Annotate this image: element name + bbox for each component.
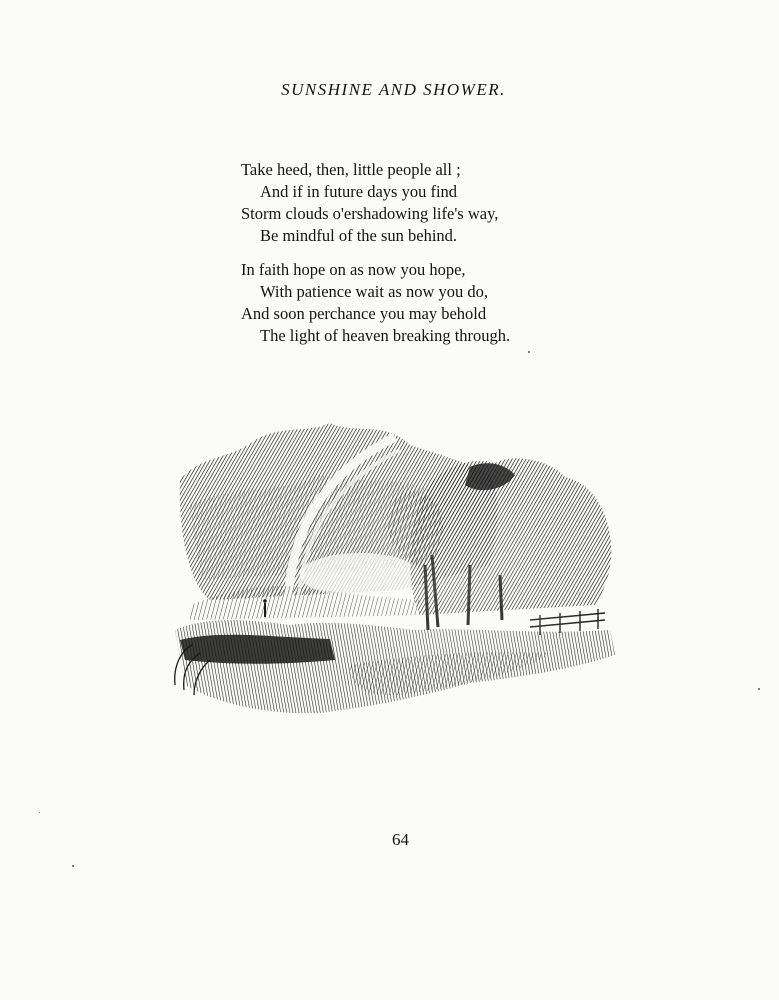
paper-speck	[758, 688, 760, 690]
running-title: SUNSHINE AND SHOWER.	[281, 80, 506, 99]
poem-line: Be mindful of the sun behind.	[260, 226, 458, 245]
paper-speck	[528, 351, 530, 353]
poem	[241, 159, 510, 359]
poem-line: Take heed, then, little people all ;	[241, 160, 461, 179]
paper-speck	[39, 812, 40, 813]
page-number: 64	[392, 830, 409, 849]
poem-line: Storm clouds o'ershadowing life's way,	[241, 204, 499, 223]
poem-line: The light of heaven breaking through.	[260, 326, 511, 345]
engraving-landscape-illustration	[170, 415, 620, 720]
poem-line: And soon perchance you may behold	[241, 304, 487, 323]
stanza-1	[241, 159, 510, 247]
stanza-2	[241, 259, 510, 347]
paper-speck	[72, 865, 74, 867]
poem-line: With patience wait as now you do,	[260, 282, 488, 301]
poem-line: In faith hope on as now you hope,	[241, 260, 466, 279]
poem-line: And if in future days you find	[260, 182, 458, 201]
